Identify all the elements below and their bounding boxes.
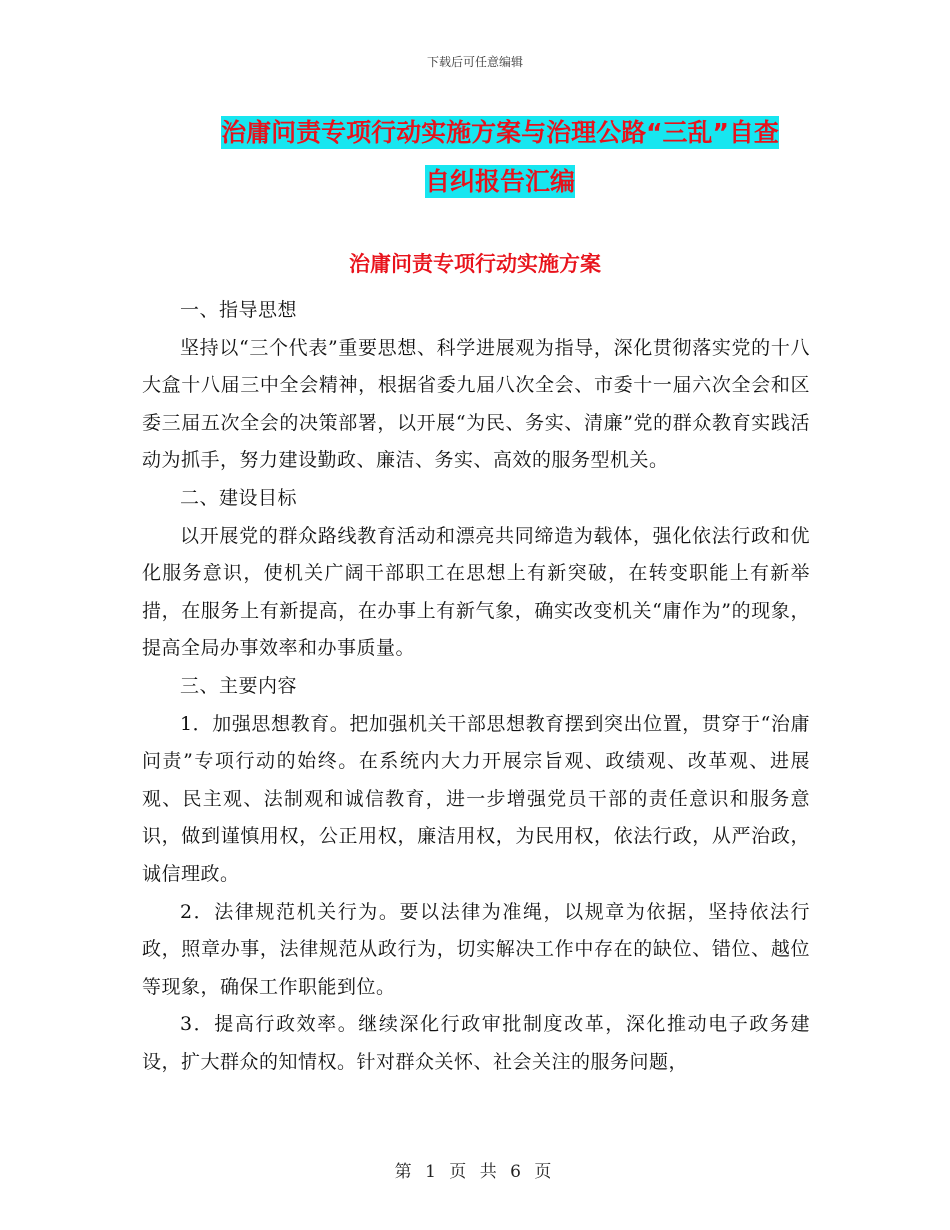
document-title-line-1: 治庸问责专项行动实施方案与治理公路“三乱”自查 (221, 118, 779, 147)
paragraph-item-2: 2．法律规范机关行为。要以法律为准绳，以规章为依据，坚持依法行政，照章办事，法律规范从政行为，切实解决工作中存在的缺位、错位、越位等现象，确保工作职能到位。 (142, 900, 810, 998)
header-note: 下载后可任意编辑 (426, 55, 523, 69)
heading-guiding-ideology: 一、指导思想 (180, 299, 298, 321)
heading-construction-goals: 二、建设目标 (180, 486, 298, 509)
heading-main-content: 三、主要内容 (180, 674, 298, 697)
document-title (150, 108, 850, 206)
paragraph-item-1: 1．加强思想教育。把加强机关干部思想教育摆到突出位置，贯穿于“治庸问责”专项行动的始终。在系统内大力开展宗旨观、政绩观、改革观、进展观、民主观、法制观和诚信教育，进一步增强党员干部的责任意识和服务意识，做到谨慎用权，公正用权，廉洁用权，为民用权，依法行政，从严治政，诚信理政。 (142, 712, 810, 885)
document-title-line-2: 自纠报告汇编 (424, 167, 575, 196)
paragraph-construction-goals: 以开展党的群众路线教育活动和漂亮共同缔造为载体，强化依法行政和优化服务意识，使机关广阔干部职工在思想上有新突破，在转变职能上有新举措，在服务上有新提高，在办事上有新气象，确实改变机关“庸作为”的现象，提高全局办事效率和办事质量。 (142, 524, 810, 660)
document-body (142, 292, 810, 1081)
section-title: 治庸问责专项行动实施方案 (349, 252, 601, 276)
paragraph-item-3: 3．提高行政效率。继续深化行政审批制度改革，深化推动电子政务建设，扩大群众的知情权。针对群众关怀、社会关注的服务问题， (142, 1013, 810, 1073)
paragraph-guiding-ideology: 坚持以“三个代表”重要思想、科学进展观为指导，深化贯彻落实党的十八大盒十八届三中全会精神，根据省委九届八次全会、市委十一届六次全会和区委三届五次全会的决策部署，以开展“为民、务实、清廉”党的群众教育实践活动为抓手，努力建设勤政、廉洁、务实、高效的服务型机关。 (142, 336, 810, 472)
page-number: 第 1 页 共 6 页 (394, 1162, 556, 1182)
